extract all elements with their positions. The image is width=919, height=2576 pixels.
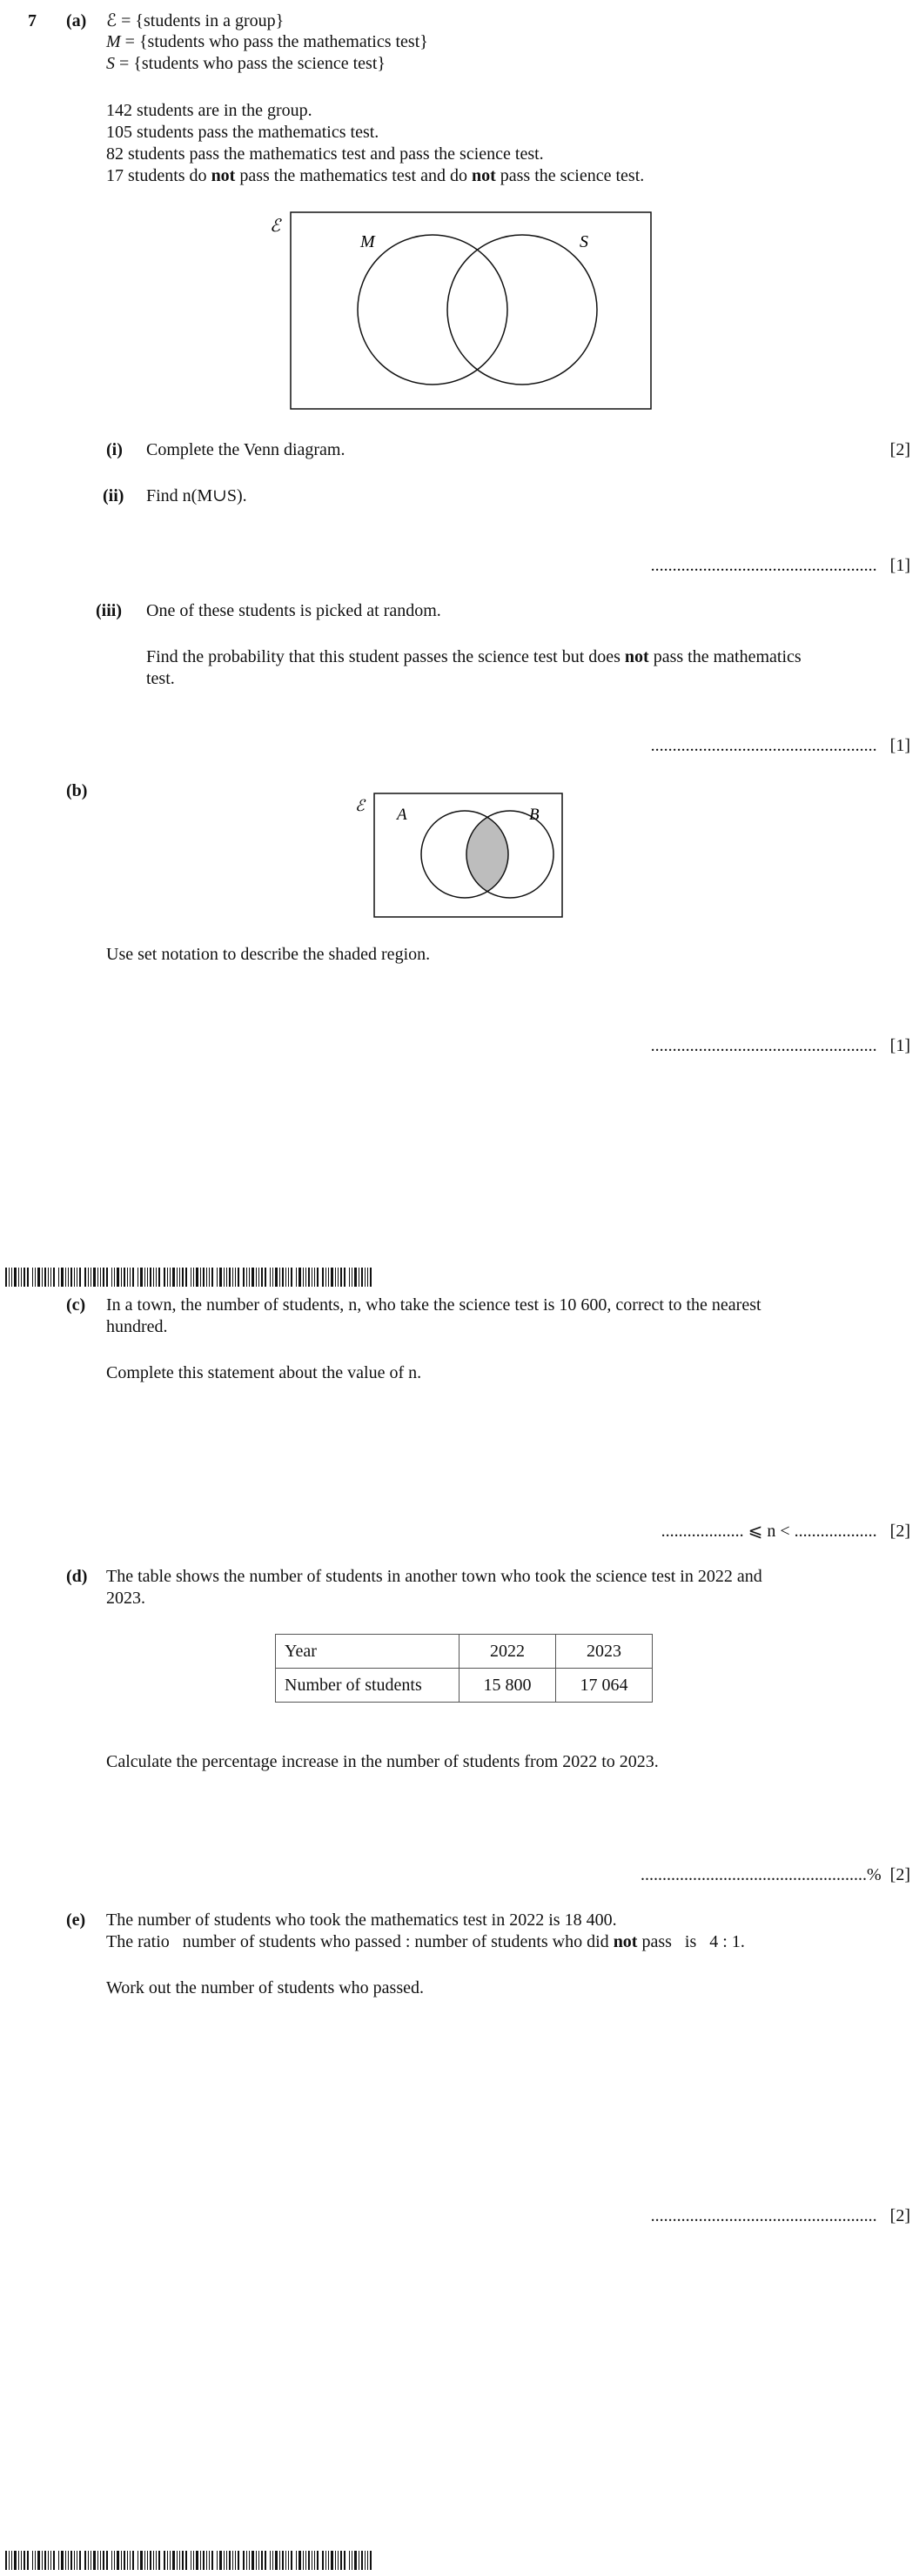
barcode-bar — [50, 2551, 51, 2570]
barcode-bar — [61, 2551, 64, 2570]
barcode-bar — [338, 1268, 339, 1287]
venn-circle-s — [447, 235, 597, 385]
barcode-bar — [50, 1268, 51, 1287]
barcode-bar — [127, 2551, 128, 2570]
barcode-bar — [279, 2551, 280, 2570]
venn-diagram-ab — [355, 790, 581, 920]
barcode-bar — [18, 1268, 19, 1287]
barcode-bar — [367, 2551, 368, 2570]
barcode-bar — [219, 1268, 222, 1287]
barcode-bar — [243, 2551, 245, 2570]
barcode-bar — [314, 2551, 315, 2570]
barcode-bar — [331, 2551, 333, 2570]
venn-label-m: M — [360, 232, 375, 251]
part-c-text-line2: hundred. — [106, 1317, 168, 1336]
part-a-ii-text: Find n(M∪S). — [146, 486, 247, 505]
barcode-bar — [270, 1268, 271, 1287]
barcode-bar — [229, 1268, 231, 1287]
table-cell-2023: 17 064 — [556, 1669, 653, 1703]
barcode-bar — [354, 1268, 357, 1287]
part-a-i-label: (i) — [106, 440, 123, 459]
fact-2: 105 students pass the mathematics test. — [106, 123, 379, 142]
set-definition-m: M = {students who pass the mathematics test} — [106, 32, 428, 51]
venn-label-a: A — [397, 806, 407, 824]
barcode-bar — [144, 2551, 145, 2570]
barcode-bar — [335, 2551, 336, 2570]
answer-line-b[interactable]: .................................................... [1] — [650, 1036, 910, 1055]
venn-label-s: S — [580, 232, 588, 251]
barcode-bar — [32, 2551, 33, 2570]
table-header-2022: 2022 — [460, 1635, 556, 1669]
barcode-bar — [177, 2551, 178, 2570]
barcode-bar — [256, 1268, 257, 1287]
barcode-bar — [42, 2551, 43, 2570]
part-a-iii-label: (iii) — [96, 601, 122, 620]
part-a-label: (a) — [66, 11, 87, 30]
barcode-top — [5, 1268, 379, 1287]
barcode-bar — [158, 2551, 160, 2570]
barcode-bar — [37, 1268, 40, 1287]
barcode-bar — [308, 1268, 310, 1287]
barcode-bar — [111, 1268, 112, 1287]
part-e-ratio: The ratio number of students who passed : number of students who did not pass is 4 : 1. — [106, 1932, 745, 1951]
barcode-bar — [179, 2551, 180, 2570]
barcode-bar — [58, 1268, 59, 1287]
fact-1: 142 students are in the group. — [106, 101, 312, 120]
barcode-bar — [18, 2551, 19, 2570]
barcode-bottom — [5, 2551, 379, 2570]
barcode-bar — [65, 1268, 66, 1287]
barcode-bar — [370, 2551, 372, 2570]
barcode-bar — [70, 1268, 72, 1287]
barcode-bar — [179, 1268, 180, 1287]
barcode-bar — [74, 1268, 75, 1287]
barcode-bar — [93, 2551, 96, 2570]
barcode-bar — [182, 2551, 184, 2570]
barcode-bar — [84, 1268, 86, 1287]
barcode-bar — [200, 1268, 201, 1287]
barcode-bar — [23, 2551, 25, 2570]
part-a-iii-text2-cont: test. — [146, 669, 175, 688]
barcode-bar — [340, 2551, 342, 2570]
barcode-bar — [130, 1268, 131, 1287]
barcode-bar — [114, 2551, 115, 2570]
barcode-bar — [48, 1268, 49, 1287]
barcode-bar — [114, 1268, 115, 1287]
barcode-bar — [58, 2551, 59, 2570]
barcode-bar — [344, 1268, 345, 1287]
part-c-text-line1: In a town, the number of students, n, who take the science test is 10 600, correct to the nearest — [106, 1295, 761, 1315]
barcode-bar — [206, 1268, 207, 1287]
barcode-bar — [322, 2551, 324, 2570]
part-a-i-mark: [2] — [889, 440, 910, 459]
barcode-bar — [211, 2551, 213, 2570]
barcode-bar — [32, 1268, 33, 1287]
barcode-bar — [150, 1268, 151, 1287]
barcode-bar — [325, 1268, 326, 1287]
barcode-bar — [156, 1268, 157, 1287]
students-table — [275, 1634, 653, 1703]
barcode-bar — [211, 1268, 213, 1287]
barcode-bar — [100, 2551, 101, 2570]
barcode-bar — [97, 2551, 98, 2570]
barcode-bar — [14, 1268, 17, 1287]
barcode-bar — [144, 1268, 145, 1287]
barcode-bar — [121, 2551, 122, 2570]
barcode-bar — [305, 1268, 306, 1287]
barcode-bar — [156, 2551, 157, 2570]
barcode-bar — [238, 1268, 239, 1287]
barcode-bar — [27, 2551, 29, 2570]
barcode-bar — [256, 2551, 257, 2570]
barcode-bar — [258, 2551, 259, 2570]
barcode-bar — [303, 2551, 304, 2570]
barcode-bar — [153, 2551, 154, 2570]
barcode-bar — [9, 1268, 10, 1287]
barcode-bar — [93, 1268, 96, 1287]
barcode-bar — [147, 1268, 148, 1287]
answer-line-d[interactable]: ....................................................% [2] — [641, 1865, 910, 1884]
barcode-bar — [246, 1268, 247, 1287]
answer-line-a-iii[interactable]: .................................................... [1] — [650, 736, 910, 755]
barcode-bar — [74, 2551, 75, 2570]
barcode-bar — [203, 2551, 205, 2570]
barcode-bar — [331, 1268, 333, 1287]
barcode-bar — [196, 1268, 198, 1287]
barcode-bar — [235, 1268, 236, 1287]
barcode-bar — [243, 1268, 245, 1287]
barcode-bar — [288, 1268, 289, 1287]
barcode-bar — [224, 2551, 225, 2570]
barcode-bar — [232, 2551, 233, 2570]
answer-line-e[interactable]: .................................................... [2] — [650, 2206, 910, 2225]
barcode-bar — [23, 1268, 25, 1287]
barcode-bar — [103, 2551, 104, 2570]
barcode-bar — [111, 2551, 112, 2570]
barcode-bar — [282, 2551, 284, 2570]
barcode-bar — [303, 1268, 304, 1287]
barcode-bar — [132, 1268, 134, 1287]
table-row-label: Number of students — [276, 1669, 460, 1703]
barcode-bar — [44, 1268, 46, 1287]
barcode-bar — [272, 2551, 273, 2570]
barcode-bar — [344, 2551, 345, 2570]
barcode-bar — [299, 1268, 301, 1287]
barcode-bar — [370, 1268, 372, 1287]
barcode-bar — [170, 1268, 171, 1287]
venn-diagram-ms[interactable] — [261, 207, 661, 416]
barcode-bar — [217, 2551, 218, 2570]
barcode-bar — [147, 2551, 148, 2570]
part-c-text2: Complete this statement about the value of n. — [106, 1363, 422, 1382]
barcode-bar — [246, 2551, 247, 2570]
barcode-bar — [291, 2551, 292, 2570]
part-d-text-line1: The table shows the number of students in another town who took the science test in 2022 and — [106, 1567, 762, 1586]
barcode-bar — [164, 2551, 165, 2570]
barcode-bar — [117, 1268, 119, 1287]
barcode-bar — [35, 1268, 36, 1287]
barcode-bar — [367, 1268, 368, 1287]
table-cell-2022: 15 800 — [460, 1669, 556, 1703]
barcode-bar — [226, 1268, 227, 1287]
barcode-bar — [226, 2551, 227, 2570]
barcode-bar — [365, 2551, 366, 2570]
barcode-bar — [177, 1268, 178, 1287]
part-a-i-text: Complete the Venn diagram. — [146, 440, 345, 459]
barcode-bar — [282, 1268, 284, 1287]
barcode-bar — [328, 2551, 329, 2570]
barcode-bar — [285, 2551, 286, 2570]
barcode-bar — [279, 1268, 280, 1287]
barcode-bar — [172, 2551, 175, 2570]
barcode-bar — [335, 1268, 336, 1287]
barcode-bar — [291, 1268, 292, 1287]
barcode-bar — [296, 1268, 297, 1287]
barcode-bar — [158, 1268, 160, 1287]
barcode-bar — [314, 1268, 315, 1287]
barcode-bar — [185, 2551, 187, 2570]
barcode-bar — [285, 1268, 286, 1287]
barcode-bar — [61, 1268, 64, 1287]
barcode-bar — [53, 2551, 55, 2570]
barcode-bar — [224, 1268, 225, 1287]
part-e-label: (e) — [66, 1910, 86, 1930]
barcode-bar — [305, 2551, 306, 2570]
barcode-bar — [44, 2551, 46, 2570]
barcode-bar — [106, 2551, 108, 2570]
barcode-bar — [79, 1268, 81, 1287]
barcode-bar — [270, 2551, 271, 2570]
barcode-bar — [299, 2551, 301, 2570]
barcode-bar — [124, 1268, 125, 1287]
barcode-bar — [361, 2551, 363, 2570]
barcode-bar — [100, 1268, 101, 1287]
barcode-bar — [68, 2551, 69, 2570]
barcode-bar — [5, 1268, 7, 1287]
barcode-bar — [328, 1268, 329, 1287]
barcode-bar — [258, 1268, 259, 1287]
barcode-bar — [170, 2551, 171, 2570]
part-a-iii-text: One of these students is picked at random. — [146, 601, 441, 620]
barcode-bar — [206, 2551, 207, 2570]
barcode-bar — [167, 2551, 168, 2570]
question-number: 7 — [28, 11, 37, 30]
barcode-bar — [272, 1268, 273, 1287]
barcode-bar — [150, 2551, 151, 2570]
barcode-bar — [48, 2551, 49, 2570]
barcode-bar — [209, 1268, 210, 1287]
answer-line-a-ii[interactable]: .................................................... [1] — [650, 556, 910, 575]
barcode-bar — [275, 1268, 278, 1287]
barcode-bar — [103, 1268, 104, 1287]
table-row — [276, 1635, 653, 1669]
barcode-bar — [238, 2551, 239, 2570]
barcode-bar — [296, 2551, 297, 2570]
barcode-bar — [235, 2551, 236, 2570]
part-b-label: (b) — [66, 781, 88, 800]
barcode-bar — [365, 1268, 366, 1287]
part-a-ii-label: (ii) — [103, 486, 124, 505]
barcode-bar — [317, 1268, 319, 1287]
barcode-bar — [354, 2551, 357, 2570]
barcode-bar — [338, 2551, 339, 2570]
barcode-bar — [275, 2551, 278, 2570]
barcode-bar — [193, 1268, 194, 1287]
barcode-bar — [65, 2551, 66, 2570]
barcode-bar — [140, 2551, 143, 2570]
barcode-bar — [164, 1268, 165, 1287]
part-d-label: (d) — [66, 1567, 88, 1586]
barcode-bar — [361, 1268, 363, 1287]
barcode-bar — [317, 2551, 319, 2570]
barcode-bar — [121, 1268, 122, 1287]
venn-circle-m — [358, 235, 507, 385]
answer-line-c[interactable]: ................... ⩽ n < ................... [2] — [661, 1522, 910, 1541]
barcode-bar — [340, 1268, 342, 1287]
barcode-bar — [35, 2551, 36, 2570]
fact-4: 17 students do not pass the mathematics test and do not pass the science test. — [106, 166, 645, 185]
barcode-bar — [349, 2551, 350, 2570]
barcode-bar — [182, 1268, 184, 1287]
barcode-bar — [249, 1268, 250, 1287]
barcode-bar — [132, 2551, 134, 2570]
barcode-bar — [11, 2551, 12, 2570]
barcode-bar — [261, 1268, 263, 1287]
barcode-bar — [9, 2551, 10, 2570]
part-e-text2: Work out the number of students who passed. — [106, 1978, 424, 1997]
part-b-text: Use set notation to describe the shaded region. — [106, 945, 431, 964]
barcode-bar — [229, 2551, 231, 2570]
barcode-bar — [5, 2551, 7, 2570]
barcode-bar — [106, 1268, 108, 1287]
barcode-bar — [288, 2551, 289, 2570]
set-definition-universal: ℰ = {students in a group} — [106, 11, 285, 30]
barcode-bar — [79, 2551, 81, 2570]
part-a-iii-text2: Find the probability that this student passes the science test but does not pass the mathematics — [146, 647, 802, 666]
barcode-bar — [84, 2551, 86, 2570]
part-c-label: (c) — [66, 1295, 86, 1315]
barcode-bar — [153, 1268, 154, 1287]
barcode-bar — [21, 2551, 22, 2570]
barcode-bar — [209, 2551, 210, 2570]
barcode-bar — [167, 1268, 168, 1287]
barcode-bar — [68, 1268, 69, 1287]
venn-label-b: B — [529, 806, 540, 824]
venn-b-universal-symbol: ℰ — [355, 797, 365, 814]
barcode-bar — [37, 2551, 40, 2570]
barcode-bar — [21, 1268, 22, 1287]
barcode-bar — [42, 1268, 43, 1287]
barcode-bar — [232, 1268, 233, 1287]
barcode-bar — [70, 2551, 72, 2570]
barcode-bar — [252, 1268, 254, 1287]
barcode-bar — [252, 2551, 254, 2570]
fact-3: 82 students pass the mathematics test and pass the science test. — [106, 144, 544, 164]
barcode-bar — [88, 2551, 89, 2570]
barcode-bar — [219, 2551, 222, 2570]
barcode-bar — [265, 1268, 266, 1287]
barcode-bar — [185, 1268, 187, 1287]
barcode-bar — [130, 2551, 131, 2570]
venn-universal-symbol: ℰ — [270, 217, 281, 236]
barcode-bar — [261, 2551, 263, 2570]
barcode-bar — [200, 2551, 201, 2570]
barcode-bar — [11, 1268, 12, 1287]
table-header-2023: 2023 — [556, 1635, 653, 1669]
barcode-bar — [88, 1268, 89, 1287]
barcode-bar — [217, 1268, 218, 1287]
set-definition-s: S = {students who pass the science test} — [106, 54, 386, 73]
barcode-bar — [265, 2551, 266, 2570]
barcode-bar — [127, 1268, 128, 1287]
barcode-bar — [53, 1268, 55, 1287]
barcode-bar — [196, 2551, 198, 2570]
barcode-bar — [172, 1268, 175, 1287]
barcode-bar — [140, 1268, 143, 1287]
barcode-bar — [325, 2551, 326, 2570]
part-d-text-line2: 2023. — [106, 1589, 145, 1608]
table-row — [276, 1669, 653, 1703]
barcode-bar — [193, 2551, 194, 2570]
barcode-bar — [349, 1268, 350, 1287]
barcode-bar — [249, 2551, 250, 2570]
barcode-bar — [14, 2551, 17, 2570]
barcode-bar — [308, 2551, 310, 2570]
barcode-bar — [124, 2551, 125, 2570]
barcode-bar — [117, 2551, 119, 2570]
barcode-bar — [203, 1268, 205, 1287]
barcode-bar — [322, 1268, 324, 1287]
part-d-text2: Calculate the percentage increase in the number of students from 2022 to 2023. — [106, 1752, 659, 1771]
part-e-text-line1: The number of students who took the mathematics test in 2022 is 18 400. — [106, 1910, 617, 1930]
barcode-bar — [27, 1268, 29, 1287]
table-header-year: Year — [276, 1635, 460, 1669]
barcode-bar — [97, 1268, 98, 1287]
